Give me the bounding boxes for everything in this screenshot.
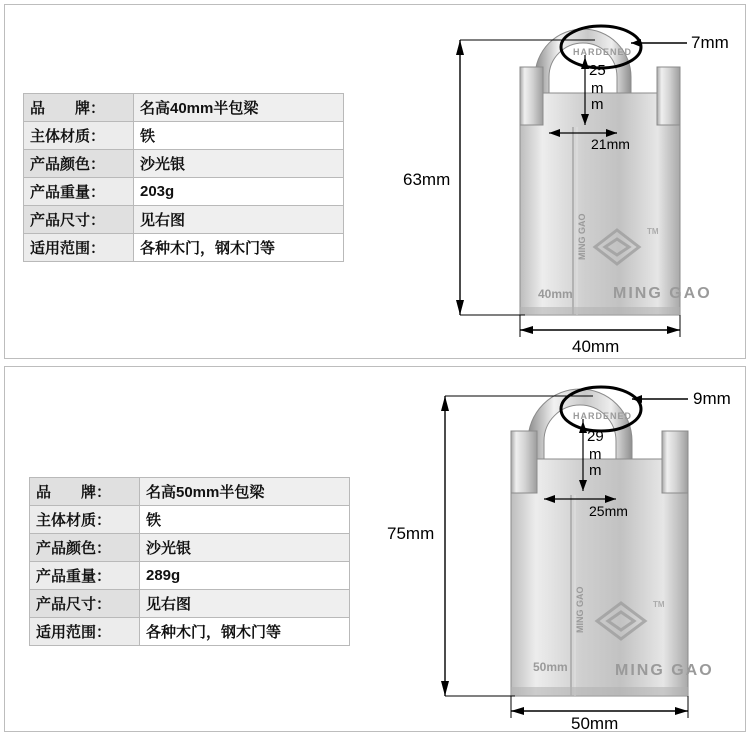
dim-inner-width-label: 25mm [589, 503, 628, 519]
table-row [24, 122, 344, 150]
spec-value: 见右图 [134, 206, 344, 234]
dim-shackle-thickness-label: 9mm [693, 389, 731, 408]
spec-value: 沙光银 [134, 150, 344, 178]
table-row [24, 206, 344, 234]
logo-tm: TM [653, 600, 665, 609]
spec-key: 产品颜色： [24, 150, 134, 178]
spec-value: 各种木门，钢木门等 [134, 234, 344, 262]
dim-shackle-thickness [632, 389, 731, 408]
dim-clearance-height-label: 29 [587, 428, 604, 445]
brand-name-text: MING GAO [613, 285, 712, 302]
spec-key: 品 牌： [24, 94, 134, 122]
spec-value: 铁 [134, 122, 344, 150]
spec-value: 289g [140, 562, 350, 590]
spec-key: 产品颜色： [30, 534, 140, 562]
brand-name-text: MING GAO [615, 662, 714, 679]
product-panel-40mm [4, 4, 746, 359]
dim-clearance-unit-m1: m [591, 80, 604, 97]
table-row [24, 178, 344, 206]
table-row [30, 506, 350, 534]
spec-value: 沙光银 [140, 534, 350, 562]
table-row [24, 234, 344, 262]
spec-table-50mm [29, 477, 350, 646]
dim-clearance-unit-m2: m [591, 96, 604, 113]
dim-total-height-label: 63mm [403, 170, 451, 189]
spec-key: 适用范围： [30, 618, 140, 646]
spec-value: 见右图 [140, 590, 350, 618]
table-row [30, 534, 350, 562]
dim-total-width [520, 315, 680, 355]
logo-tm: TM [647, 227, 659, 236]
padlock-drawing-40mm [395, 15, 745, 355]
body-side-brand-text: MING GAO [575, 586, 585, 633]
hardened-stamp-text: HARDENED [573, 47, 633, 57]
table-row [30, 618, 350, 646]
spec-key: 适用范围： [24, 234, 134, 262]
table-row [24, 94, 344, 122]
dim-clearance-unit-m2: m [589, 462, 602, 479]
dim-total-width [511, 696, 688, 731]
spec-key: 产品尺寸： [30, 590, 140, 618]
body-size-text: 40mm [538, 287, 573, 301]
body-side-brand-text: MING GAO [577, 213, 587, 260]
spec-value: 203g [134, 178, 344, 206]
spec-key: 产品尺寸： [24, 206, 134, 234]
dim-shackle-thickness [631, 33, 729, 52]
spec-value: 各种木门，钢木门等 [140, 618, 350, 646]
body-size-text: 50mm [533, 660, 568, 674]
spec-key: 品 牌： [30, 478, 140, 506]
spec-table-40mm [23, 93, 344, 262]
table-row [30, 478, 350, 506]
spec-value: 名高40mm半包梁 [134, 94, 344, 122]
dim-total-width-label: 50mm [571, 714, 619, 731]
dim-clearance-unit-m1: m [589, 446, 602, 463]
spec-value: 名高50mm半包梁 [140, 478, 350, 506]
dim-total-width-label: 40mm [572, 337, 620, 355]
product-panel-50mm [4, 366, 746, 732]
table-row [30, 590, 350, 618]
spec-key: 产品重量： [30, 562, 140, 590]
spec-key: 主体材质： [24, 122, 134, 150]
hardened-stamp-text: HARDENED [573, 411, 633, 421]
spec-key: 主体材质： [30, 506, 140, 534]
table-row [30, 562, 350, 590]
dim-total-height-label: 75mm [387, 524, 435, 543]
spec-value: 铁 [140, 506, 350, 534]
padlock-drawing-50mm [383, 371, 743, 731]
dim-clearance-height-label: 25 [589, 62, 606, 79]
dim-shackle-thickness-label: 7mm [691, 33, 729, 52]
spec-key: 产品重量： [24, 178, 134, 206]
dim-inner-width-label: 21mm [591, 136, 630, 152]
table-row [24, 150, 344, 178]
